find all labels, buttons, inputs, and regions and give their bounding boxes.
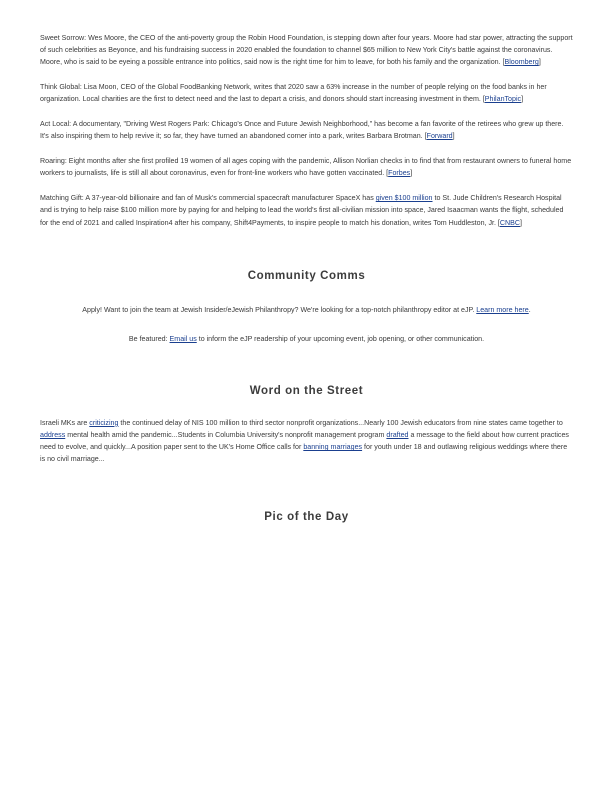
link-banning-marriages[interactable]: banning marriages bbox=[303, 443, 363, 452]
item-label: Think Global: bbox=[40, 83, 82, 92]
link-drafted[interactable]: drafted bbox=[386, 431, 409, 440]
item-text: A 37-year-old billionaire and fan of Musk's commercial spacecraft manufacturer SpaceX has bbox=[83, 194, 376, 203]
item-text: Eight months after she first profiled 19 women of all ages coping with the pandemic, Allison Norlian checks in to find that from restaurant owners to funeral home workers to journalists, life is still all about coronavirus, even for front-line workers who have gotten vaccinated. [ bbox=[40, 157, 572, 178]
news-item-sweet-sorrow bbox=[40, 32, 573, 69]
item-text: A documentary, "Driving West Rogers Park: Chicago's Once and Future Jewish Neighborhood," has become a fan favorite of the retirees who grew up there. It's also inspiring them to help revive it; so far, they have turned an abandoned corner into a park, writes Barbara Brotman. [ bbox=[40, 120, 564, 141]
bracket: ] bbox=[538, 58, 541, 67]
news-item-act-local bbox=[40, 118, 573, 142]
section-title-pic-of-day: Pic of the Day bbox=[264, 510, 349, 523]
text: the continued delay of NIS 100 million to third sector nonprofit organizations...Nearly 100 Jewish educators from nine states came together to bbox=[118, 418, 563, 427]
text: for youth under 18 and outlawing religious weddings where there is no civil marriage... bbox=[40, 443, 568, 464]
email-us-link[interactable]: Email us bbox=[169, 334, 197, 343]
bracket: ] bbox=[521, 95, 524, 104]
news-item-matching-gift bbox=[40, 192, 573, 229]
text: a message to the field about how current practices need to evolve, and quickly...A position paper sent to the UK's Home Office calls for bbox=[40, 431, 569, 452]
news-item-roaring bbox=[40, 155, 573, 179]
item-text: Lisa Moon, CEO of the Global FoodBanking Network, writes that 2020 saw a 63% increase in the number of people relying on the food banks in her organization. Local charities are the first to detect need and the last to depart a crisis, and donors should start increasing investment in them. [ bbox=[40, 83, 547, 104]
learn-more-link[interactable]: Learn more here bbox=[476, 305, 529, 314]
source-link-bloomberg[interactable]: Bloomberg bbox=[504, 58, 539, 67]
item-text: to St. Jude Children's Research Hospital and is trying to help raise $100 million more by paying for and helping to lead the world's first all-civilian mission into space, Jared Isaacman wants the flight, scheduled for the end of 2021 and called Inspiration4 after his company, Shift4Payments, to inspire people to match his donation, writes Tom Huddleston, Jr. [ bbox=[40, 194, 564, 227]
source-link-forward[interactable]: Forward bbox=[426, 132, 453, 141]
source-link-philantopic[interactable]: PhilanTopic bbox=[484, 95, 522, 104]
text: mental health amid the pandemic...Students in Columbia University's nonprofit management program bbox=[65, 431, 387, 440]
section-title-word-on-street: Word on the Street bbox=[249, 384, 364, 397]
link-criticizing[interactable]: criticizing bbox=[89, 418, 119, 427]
inline-link-given[interactable]: given $100 million bbox=[375, 194, 433, 203]
item-label: Matching Gift: bbox=[40, 194, 84, 203]
item-label: Act Local: bbox=[40, 120, 72, 129]
text: Israeli MKs are bbox=[40, 418, 90, 427]
item-label: Roaring: bbox=[40, 157, 67, 166]
news-item-think-global bbox=[40, 81, 573, 105]
source-link-forbes[interactable]: Forbes bbox=[388, 169, 411, 178]
section-title-community-comms: Community Comms bbox=[247, 269, 366, 282]
bracket: ] bbox=[452, 132, 455, 141]
period: . bbox=[528, 305, 531, 314]
bracket: ] bbox=[520, 218, 523, 227]
featured-label: Be featured: bbox=[128, 334, 170, 343]
source-link-cnbc[interactable]: CNBC bbox=[499, 218, 521, 227]
featured-paragraph bbox=[40, 333, 573, 345]
apply-paragraph bbox=[40, 304, 573, 316]
item-text: Wes Moore, the CEO of the anti-poverty group the Robin Hood Foundation, is stepping down after four years. Moore had star power, attracting the support of such celebrities as Beyonce, and his fundraising success in 2020 enabled the foundation to channel $65 million to New York City's battle against the coronavirus. Moore, who is said to be eyeing a possible entrance into politics, said now is the right time for him to leave, for both his family and the organization. [ bbox=[40, 34, 573, 67]
item-label: Sweet Sorrow: bbox=[40, 34, 87, 42]
bracket: ] bbox=[410, 169, 413, 178]
featured-text: to inform the eJP readership of your upcoming event, job opening, or other communication. bbox=[196, 334, 485, 343]
apply-text: Apply! Want to join the team at Jewish Insider/eJewish Philanthropy? We're looking for a top-notch philanthropy editor at eJP. bbox=[82, 305, 477, 314]
word-on-street-paragraph bbox=[40, 417, 573, 466]
link-address[interactable]: address bbox=[40, 431, 66, 440]
